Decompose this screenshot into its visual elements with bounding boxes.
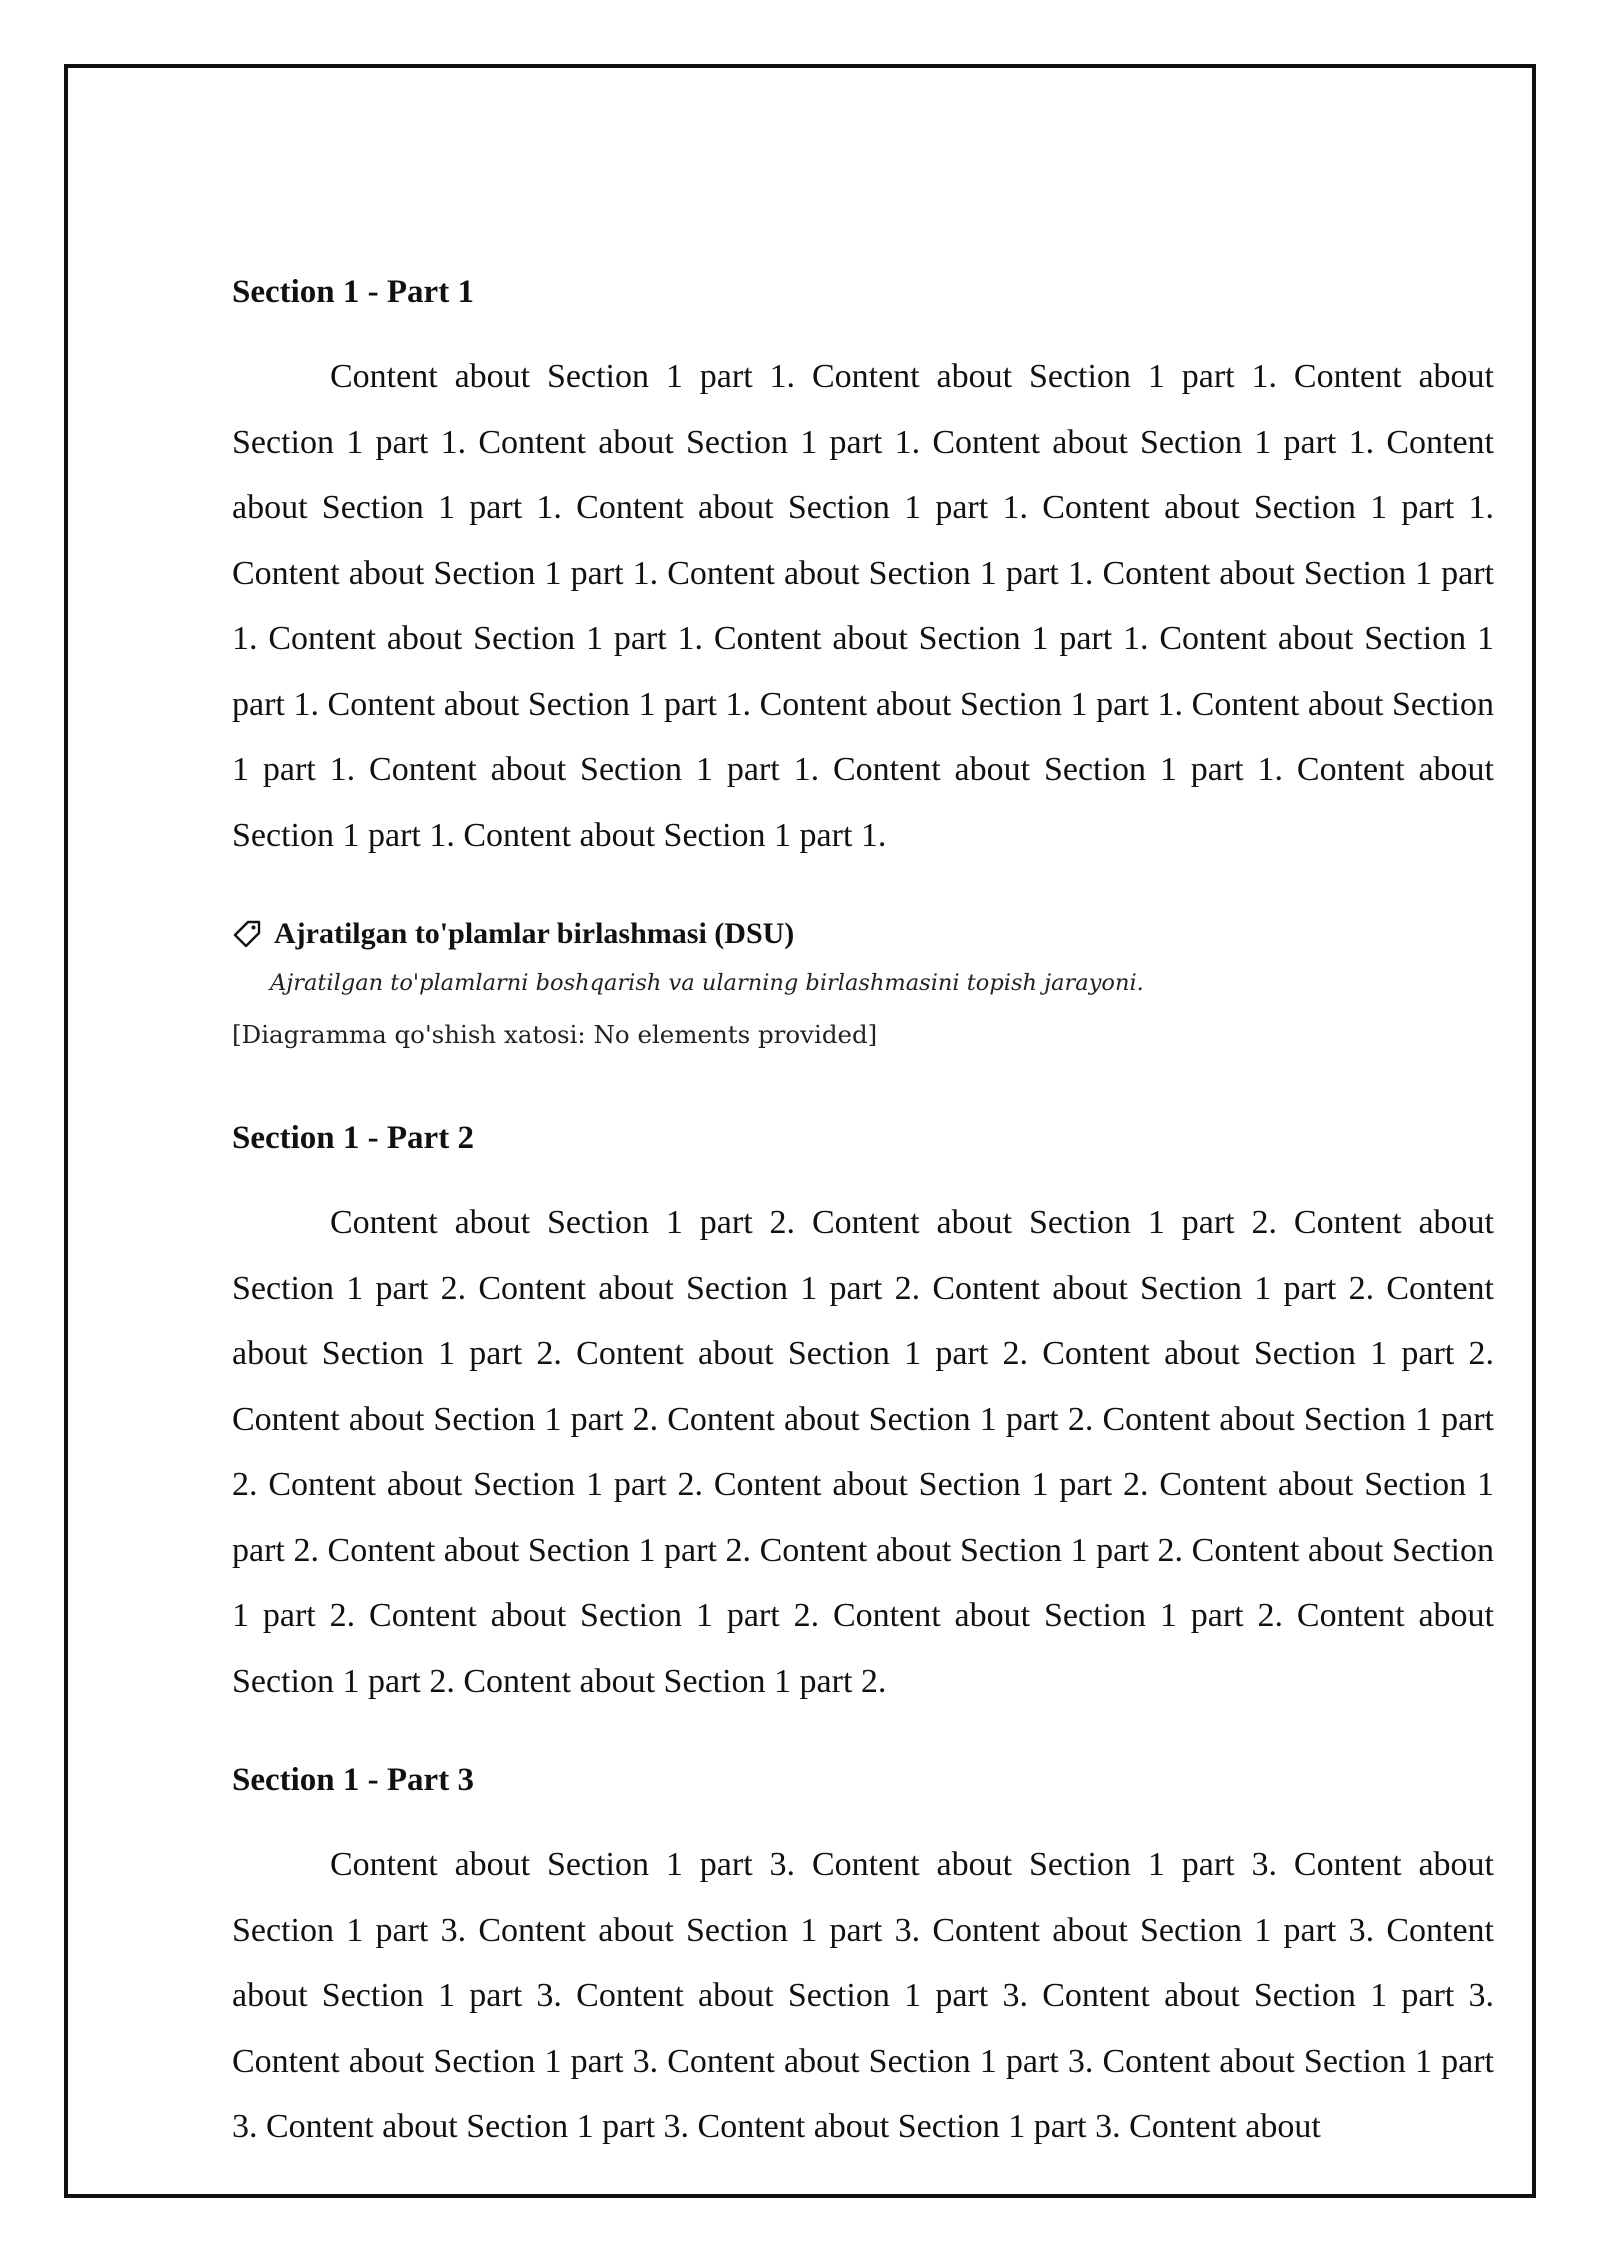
section-block: [232, 1756, 1494, 2160]
page-frame: [64, 64, 1536, 2198]
section-paragraph: Content about Section 1 part 3. Content about Section 1 part 3. Content about Section 1 part 3. Content about Section 1 part 3. Content about Section 1 part 3. Content about Section 1 part 3. Content about Section 1 part 3. Content about Section 1 part 3. Content about Section 1 part 3. Content about Section 1 part 3. Content about Section 1 part 3. Content about Section 1 part 3. Content about Section 1 part 3. Content about: [232, 1846, 1494, 2145]
callout-subtitle: Ajratilgan to'plamlarni boshqarish va ularning birlashmasini topish jarayoni.: [270, 970, 1144, 996]
section-block: [232, 1114, 1494, 1714]
callout-title: Ajratilgan to'plamlar birlashmasi (DSU): [274, 917, 795, 950]
page-content: [232, 268, 1494, 2160]
section-heading: Section 1 - Part 2: [232, 1120, 474, 1156]
section-heading: Section 1 - Part 1: [232, 274, 474, 310]
diagram-callout: [232, 910, 1494, 1062]
callout-title-row: [232, 910, 1494, 958]
section-block: [232, 268, 1494, 868]
section-paragraph: Content about Section 1 part 2. Content about Section 1 part 2. Content about Section 1 part 2. Content about Section 1 part 2. Content about Section 1 part 2. Content about Section 1 part 2. Content about Section 1 part 2. Content about Section 1 part 2. Content about Section 1 part 2. Content about Section 1 part 2. Content about Section 1 part 2. Content about Section 1 part 2. Content about Section 1 part 2. Content about Section 1 part 2. Content about Section 1 part 2. Content about Section 1 part 2. Content about Section 1 part 2. Content about Section 1 part 2. Content about Section 1 part 2. Content about Section 1 part 2. Content about Section 1 part 2.: [232, 1204, 1494, 1700]
section-heading: Section 1 - Part 3: [232, 1762, 474, 1798]
section-paragraph: Content about Section 1 part 1. Content about Section 1 part 1. Content about Section 1 part 1. Content about Section 1 part 1. Content about Section 1 part 1. Content about Section 1 part 1. Content about Section 1 part 1. Content about Section 1 part 1. Content about Section 1 part 1. Content about Section 1 part 1. Content about Section 1 part 1. Content about Section 1 part 1. Content about Section 1 part 1. Content about Section 1 part 1. Content about Section 1 part 1. Content about Section 1 part 1. Content about Section 1 part 1. Content about Section 1 part 1. Content about Section 1 part 1. Content about Section 1 part 1. Content about Section 1 part 1.: [232, 358, 1494, 854]
tag-icon: [232, 919, 262, 949]
diagram-error-message: [Diagramma qo'shish xatosi: No elements provided]: [232, 1020, 878, 1049]
